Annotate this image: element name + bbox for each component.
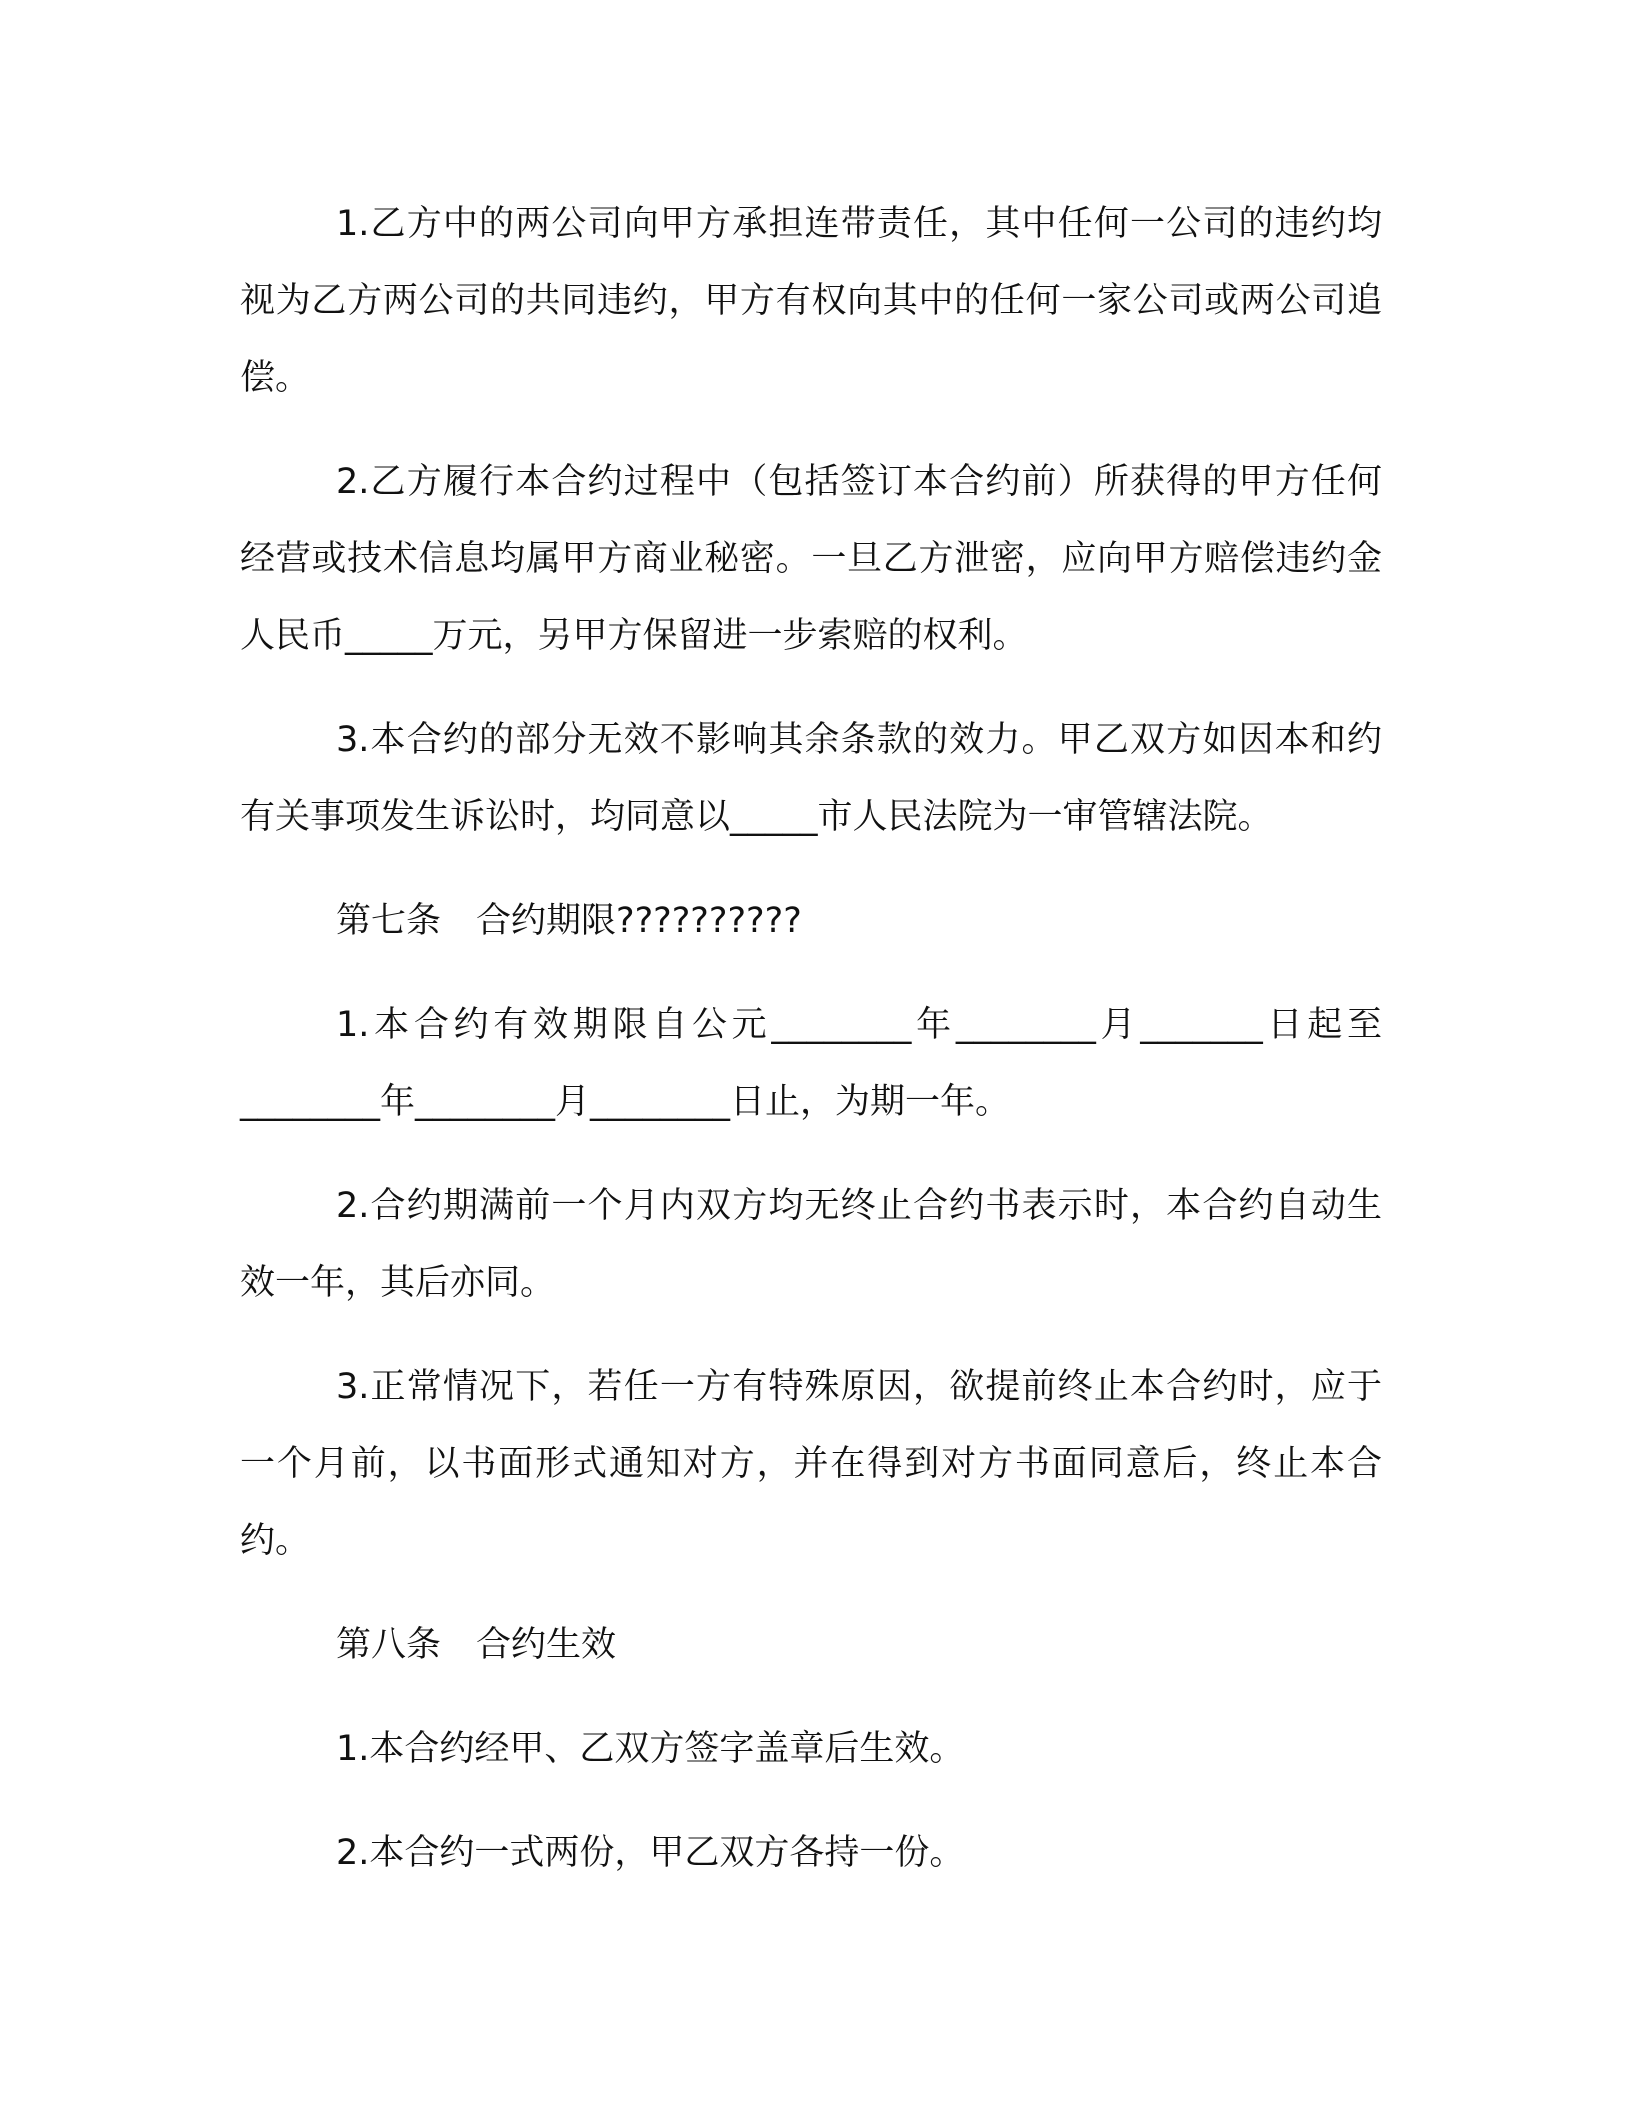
clause-7-item-2: 2.合约期满前一个月内双方均无终止合约书表示时，本合约自动生效一年，其后亦同。 — [240, 1186, 1382, 1303]
clause-7-heading: 第七条 合约期限?????????? — [336, 901, 802, 941]
clause-6-item-2: 2.乙方履行本合约过程中（包括签订本合约前）所获得的甲方任何经营或技术信息均属甲方商业秘密。一旦乙方泄密，应向甲方赔偿违约金人民币_____万元，另甲方保留进一步索赔的权利。 — [240, 462, 1382, 656]
clause-7-item-1: 1.本合约有效期限自公元________年________月_______日起至________年________月________日止，为期一年。 — [240, 1005, 1382, 1122]
clause-8-item-2: 2.本合约一式两份，甲乙双方各持一份。 — [336, 1833, 965, 1873]
document-page — [240, 186, 1382, 1919]
clause-6-item-1: 1.乙方中的两公司向甲方承担连带责任，其中任何一公司的违约均视为乙方两公司的共同违约，甲方有权向其中的任何一家公司或两公司追偿。 — [240, 204, 1382, 398]
clause-8-heading: 第八条 合约生效 — [336, 1625, 617, 1665]
clause-7-item-3: 3.正常情况下，若任一方有特殊原因，欲提前终止本合约时，应于一个月前，以书面形式通知对方，并在得到对方书面同意后，终止本合约。 — [240, 1367, 1382, 1561]
clause-6-item-3: 3.本合约的部分无效不影响其余条款的效力。甲乙双方如因本和约有关事项发生诉讼时，均同意以_____市人民法院为一审管辖法院。 — [240, 720, 1382, 837]
clause-8-item-1: 1.本合约经甲、乙双方签字盖章后生效。 — [336, 1729, 965, 1769]
